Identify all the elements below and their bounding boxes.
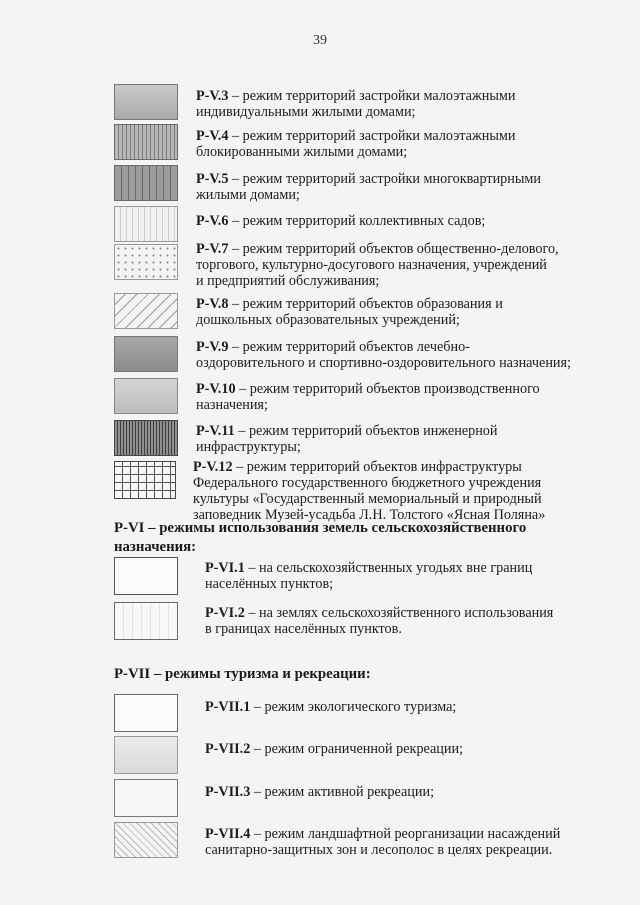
legend-description: Р-VI.1 – на сельскохозяйственных угодьях вне границ населённых пунктов; <box>205 560 533 592</box>
legend-swatch <box>114 461 176 499</box>
legend-description: Р-V.7 – режим территорий объектов общественно-делового, торгового, культурно-досугового назначения, учреждений и предприятий обслуживания; <box>196 241 559 289</box>
legend-swatch <box>114 244 178 280</box>
legend-swatch <box>114 206 178 242</box>
page-number: 39 <box>313 33 327 48</box>
legend-description: Р-VI.2 – на землях сельскохозяйственного использования в границах населённых пунктов. <box>205 605 554 637</box>
legend-swatch <box>114 84 178 120</box>
legend-description: Р-VII.4 – режим ландшафтной реорганизации насаждений санитарно-защитных зон и лесополос в целях рекреации. <box>205 826 561 858</box>
legend-description: Р-V.8 – режим территорий объектов образования и дошкольных образовательных учреждений; <box>196 296 503 328</box>
legend-description: Р-VII.2 – режим ограниченной рекреации; <box>205 741 464 757</box>
legend-swatch <box>114 822 178 858</box>
section-heading-vi: Р-VI – режимы использования земель сельскохозяйственного назначения: <box>114 520 527 555</box>
legend-description: Р-V.5 – режим территорий застройки многоквартирными жилыми домами; <box>196 171 541 203</box>
legend-description: Р-V.3 – режим территорий застройки малоэтажными индивидуальными жилыми домами; <box>196 88 516 120</box>
legend-swatch <box>114 293 178 329</box>
legend-swatch <box>114 165 178 201</box>
legend-swatch <box>114 336 178 372</box>
legend-description: Р-V.12 – режим территорий объектов инфраструктуры Федерального государственного бюджетного учреждения культуры «Государственный мемориальный и природный заповедник Музей-усадьба Л.Н. Толстого «Ясная Поляна» <box>193 459 546 523</box>
legend-description: Р-VII.1 – режим экологического туризма; <box>205 699 457 715</box>
legend-swatch <box>114 779 178 817</box>
legend-description: Р-V.6 – режим территорий коллективных садов; <box>196 213 486 229</box>
legend-swatch <box>114 602 178 640</box>
legend-description: Р-V.9 – режим территорий объектов лечебно- оздоровительного и спортивно-оздоровительного назначения; <box>196 339 571 371</box>
legend-swatch <box>114 420 178 456</box>
legend-swatch <box>114 736 178 774</box>
section-heading-vii: Р-VII – режимы туризма и рекреации: <box>114 666 371 682</box>
legend-swatch <box>114 694 178 732</box>
legend-description: Р-VII.3 – режим активной рекреации; <box>205 784 435 800</box>
legend-swatch <box>114 124 178 160</box>
legend-swatch <box>114 378 178 414</box>
legend-description: Р-V.11 – режим территорий объектов инженерной инфраструктуры; <box>196 423 498 455</box>
legend-description: Р-V.4 – режим территорий застройки малоэтажными блокированными жилыми домами; <box>196 128 516 160</box>
legend-swatch <box>114 557 178 595</box>
legend-description: Р-V.10 – режим территорий объектов производственного назначения; <box>196 381 540 413</box>
